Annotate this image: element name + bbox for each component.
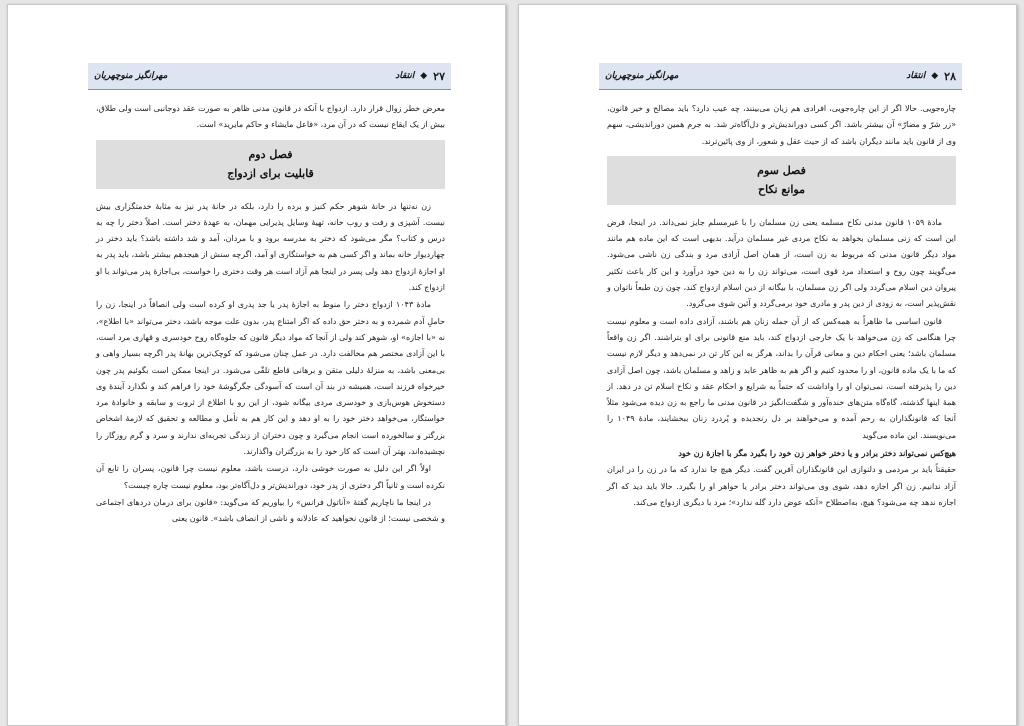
chapter-heading-box [607,156,956,205]
author-name: مهرانگیز منوچهریان [94,71,168,81]
paragraph: اولاً اگر این دلیل به صورت خوشی دارد، درست باشد، معلوم نیست چرا قانون، پسران را تابع آن نکرده است و ثانیاً اگر دختری از پدر خود، دوراندیش‌تر و دل‌آگاه‌تر بود، معلوم نیست چاره چیست؟ [96,464,445,490]
paragraph: مادهٔ ۱۰۴۳ ازدواج دختر را منوط به اجازهٔ پدر یا جد پدری او کرده است ولی انصافاً در اینجا، زن را حاملِ آدم شمرده و به دختر حق داده که اگر امتناع پدر، بدون علت موجه باشد، دختر می‌تواند «با اطلاع»، نه «با اجازه» او، شوهر کند ولی از آنجا که مواد دیگر قانون که جلوه‌گاه روح خودسری و قهاری مرد است، با این آزادی مختصر هم مخالفت دارد. در عمل چنان می‌شود که کوچک‌ترین بهانهٔ پدر اگرچه بسیار واهی و بی‌معنی باشد، به منزلهٔ دلیلی متقن و برهانی قاطع تلقّی می‌شود. در اینجا ممکن است بگوئیم پدر چون خیرخواه فرزند است، همیشه در بند آن است که آسودگی جگرگوشهٔ خود را فراهم کند و نگذارد آیندهٔ وی دستخوش هوس‌بازی و خودسری مردی بیگانه شود، از این رو با اطلاع از ثروت و سابقه و خانوادهٔ مرد خواستگار، می‌خواهد دختر خود را به او دهد و این کار هم به تأمل و مطالعه و تحقیق که لازمهٔ اشخاص بزرگتر و سالخورده است انجام می‌گیرد و چون دختران از زندگی تجربه‌ای ندارند و سرد و گرم روزگار را نچشیده‌اند، بهتر آن است که کار خود را به بزرگتران واگذارند. [96,300,446,457]
paragraph: چاره‌جویی. حالا اگر از این چاره‌جویی، افرادی هم زیان می‌بینند، چه عیب دارد؟ باید مصالح و خیر قانون، «زر شرّ و مضارّ» آن بیشتر باشد. اگر کسی دوراندیش‌تر و دل‌آگاه‌تر شد. به جرم همین دوراندیشی، سهم وی از قانون باید مانند دیگران باشد که از حیث عقل و شعور، از وی پائین‌ترند. [607,104,956,146]
document-page-right [518,4,1017,726]
section-title: انتقاد [906,71,926,81]
paragraph: زن نه‌تنها در خانهٔ شوهر حکم کنیز و برده را دارد، بلکه در خانهٔ پدر نیز به مثابهٔ خدمتگزاری بیش نیست. آشپزی و رفت و روب خانه، تهیهٔ وسایل پذیرایی مهمان، به عهدهٔ دختر است. اصلاً دختر را چه به درس و کتاب؟ مگر می‌شود که دختر به مدرسه برود و با مردان، آمد و شد داشته باشد؟ باید دختر در چهاردیوار خانه بماند و اگر کسی هم به خواستگاری او آمد، اگرچه سنش از هیجدهم بیشتر باشد، باید پدر به او اجازهٔ ازدواج دهد ولی پسر در اینجا هم آزاد است هر وقت دختری را خواست، بی‌اجازهٔ پدر می‌تواند با او ازدواج کند. [96,201,445,293]
page-number: ۲۷ [433,69,445,83]
document-page-left [7,4,506,726]
paragraph: حقیقتاً باید بر مردمی و دلنوازی این قانونگذاران آفرین گفت. دیگر هیچ جا ندارد که ما در زن را در ایران آزاد ندانیم. زن اگر اجازه دهد، شوی وی می‌تواند دختر برادر یا خواهر او را بگیرد. حالا باید دید که اگر اجازه ندهد چه می‌شود؟ هیچ، به‌اصطلاح «آنکه عوض دارد گله ندارد»؛ مرد با دیگری ازدواج می‌کند. [607,465,956,507]
section-title: انتقاد [395,71,415,81]
chapter-title: فصل دوم [248,147,293,161]
diamond-icon: ◆ [420,71,428,81]
paragraph: معرض خطر زوال قرار دارد. ازدواج با آنکه در قانون مدنی ظاهر به صورت عقد دوجانبی است ولی طلاق، بیش از یک ایقاع نیست که در آن مرد، «فاعل مایشاء و حاکم مایرید» است. [96,104,445,130]
chapter-title: فصل سوم [757,163,806,177]
header-section-group [395,70,445,83]
paragraph: مادهٔ ۱۰۵۹ قانون مدنی نکاح مسلمه یعنی زن مسلمان را با غیرمسلم جایز نمی‌داند. در اینجا، فرض این است که زنی مسلمان بخواهد به نکاح مردی غیر مسلمان درآید. بدیهی است که این ماده هم مانند مواد دیگر قانون مدنی که مربوط به زن است، از همان اصل آزادی مرد و بندگی زن ناشی می‌شود. می‌گویند چون روح و استعداد مرد قوی است، می‌تواند زن را به دین خود درآورد و این کار باعث تکثیر پیروان دین اسلام می‌گردد ولی اگر زن مسلمان، با بیگانه از دین اسلام ازدواج کند، چون زن طبعاً ناتوان و نقش‌پذیر است، به زودی از دین پدر و مادری خود برمی‌گردد و آئین شوی می‌گرود. [607,217,957,309]
chapter-subtitle: موانع نکاح [758,182,805,196]
running-header [88,63,451,90]
author-name: مهرانگیز منوچهریان [605,71,679,81]
chapter-heading-box [96,140,445,189]
running-header [599,63,962,90]
header-section-group [906,70,956,83]
bold-quote: هیچ‌کس نمی‌تواند دختر برادر و یا دختر خواهر زن خود را بگیرد مگر با اجازهٔ زن خود [678,448,956,459]
paragraph: قانون اساسی ما ظاهراً به همه‌کس که از آن جمله زنان هم باشند، آزادی داده است و معلوم نیست چرا هنگامی که زن می‌خواهد با یک خارجی ازدواج کند، باید منع قانونی برای او بتراشند. اگر زن واقعاً مسلمان باشد؛ یعنی احکام دین و معانی قرآن را بداند، هرگز به این کار تن در نمی‌دهد و دیگر لازم نیست که ما با یک ماده قانون، او را محدود کنیم و اگر هم به ظاهر عابد و زاهد و مسلمان باشد، چون اصل آزادی دین را پذیرفته است، نمی‌توان او را واداشت که حتماً به شرایع و احکام عقد و نکاح اسلام تن در دهد. از همهٔ اینها گذشته، گاه‌گاه متن‌های خنده‌آور و شگفت‌انگیز در قانون مدنی ما راجع به زن دیده می‌شود مثلاً آنجا که قانونگذاران به رحم آمده و می‌خواهند بر دل رنجدیده و پُردرد زنان ببخشایند، مادهٔ ۱۰۴۹ را می‌نویسند. این ماده می‌گوید [607,316,957,440]
page-number: ۲۸ [944,69,956,83]
paragraph: در اینجا ما ناچاریم گفتهٔ «آناتول فرانس» را بیاوریم که می‌گوید: «قانون برای درمان دردهای اجتماعی و شخصی نیست؛ از قانون نخواهید که عادلانه و ناشی از انصاف باشد». قانون یعنی [96,497,445,524]
page-body [607,101,956,725]
page-body [96,101,445,725]
diamond-icon: ◆ [931,71,939,81]
chapter-subtitle: قابلیت برای ازدواج [227,166,314,180]
